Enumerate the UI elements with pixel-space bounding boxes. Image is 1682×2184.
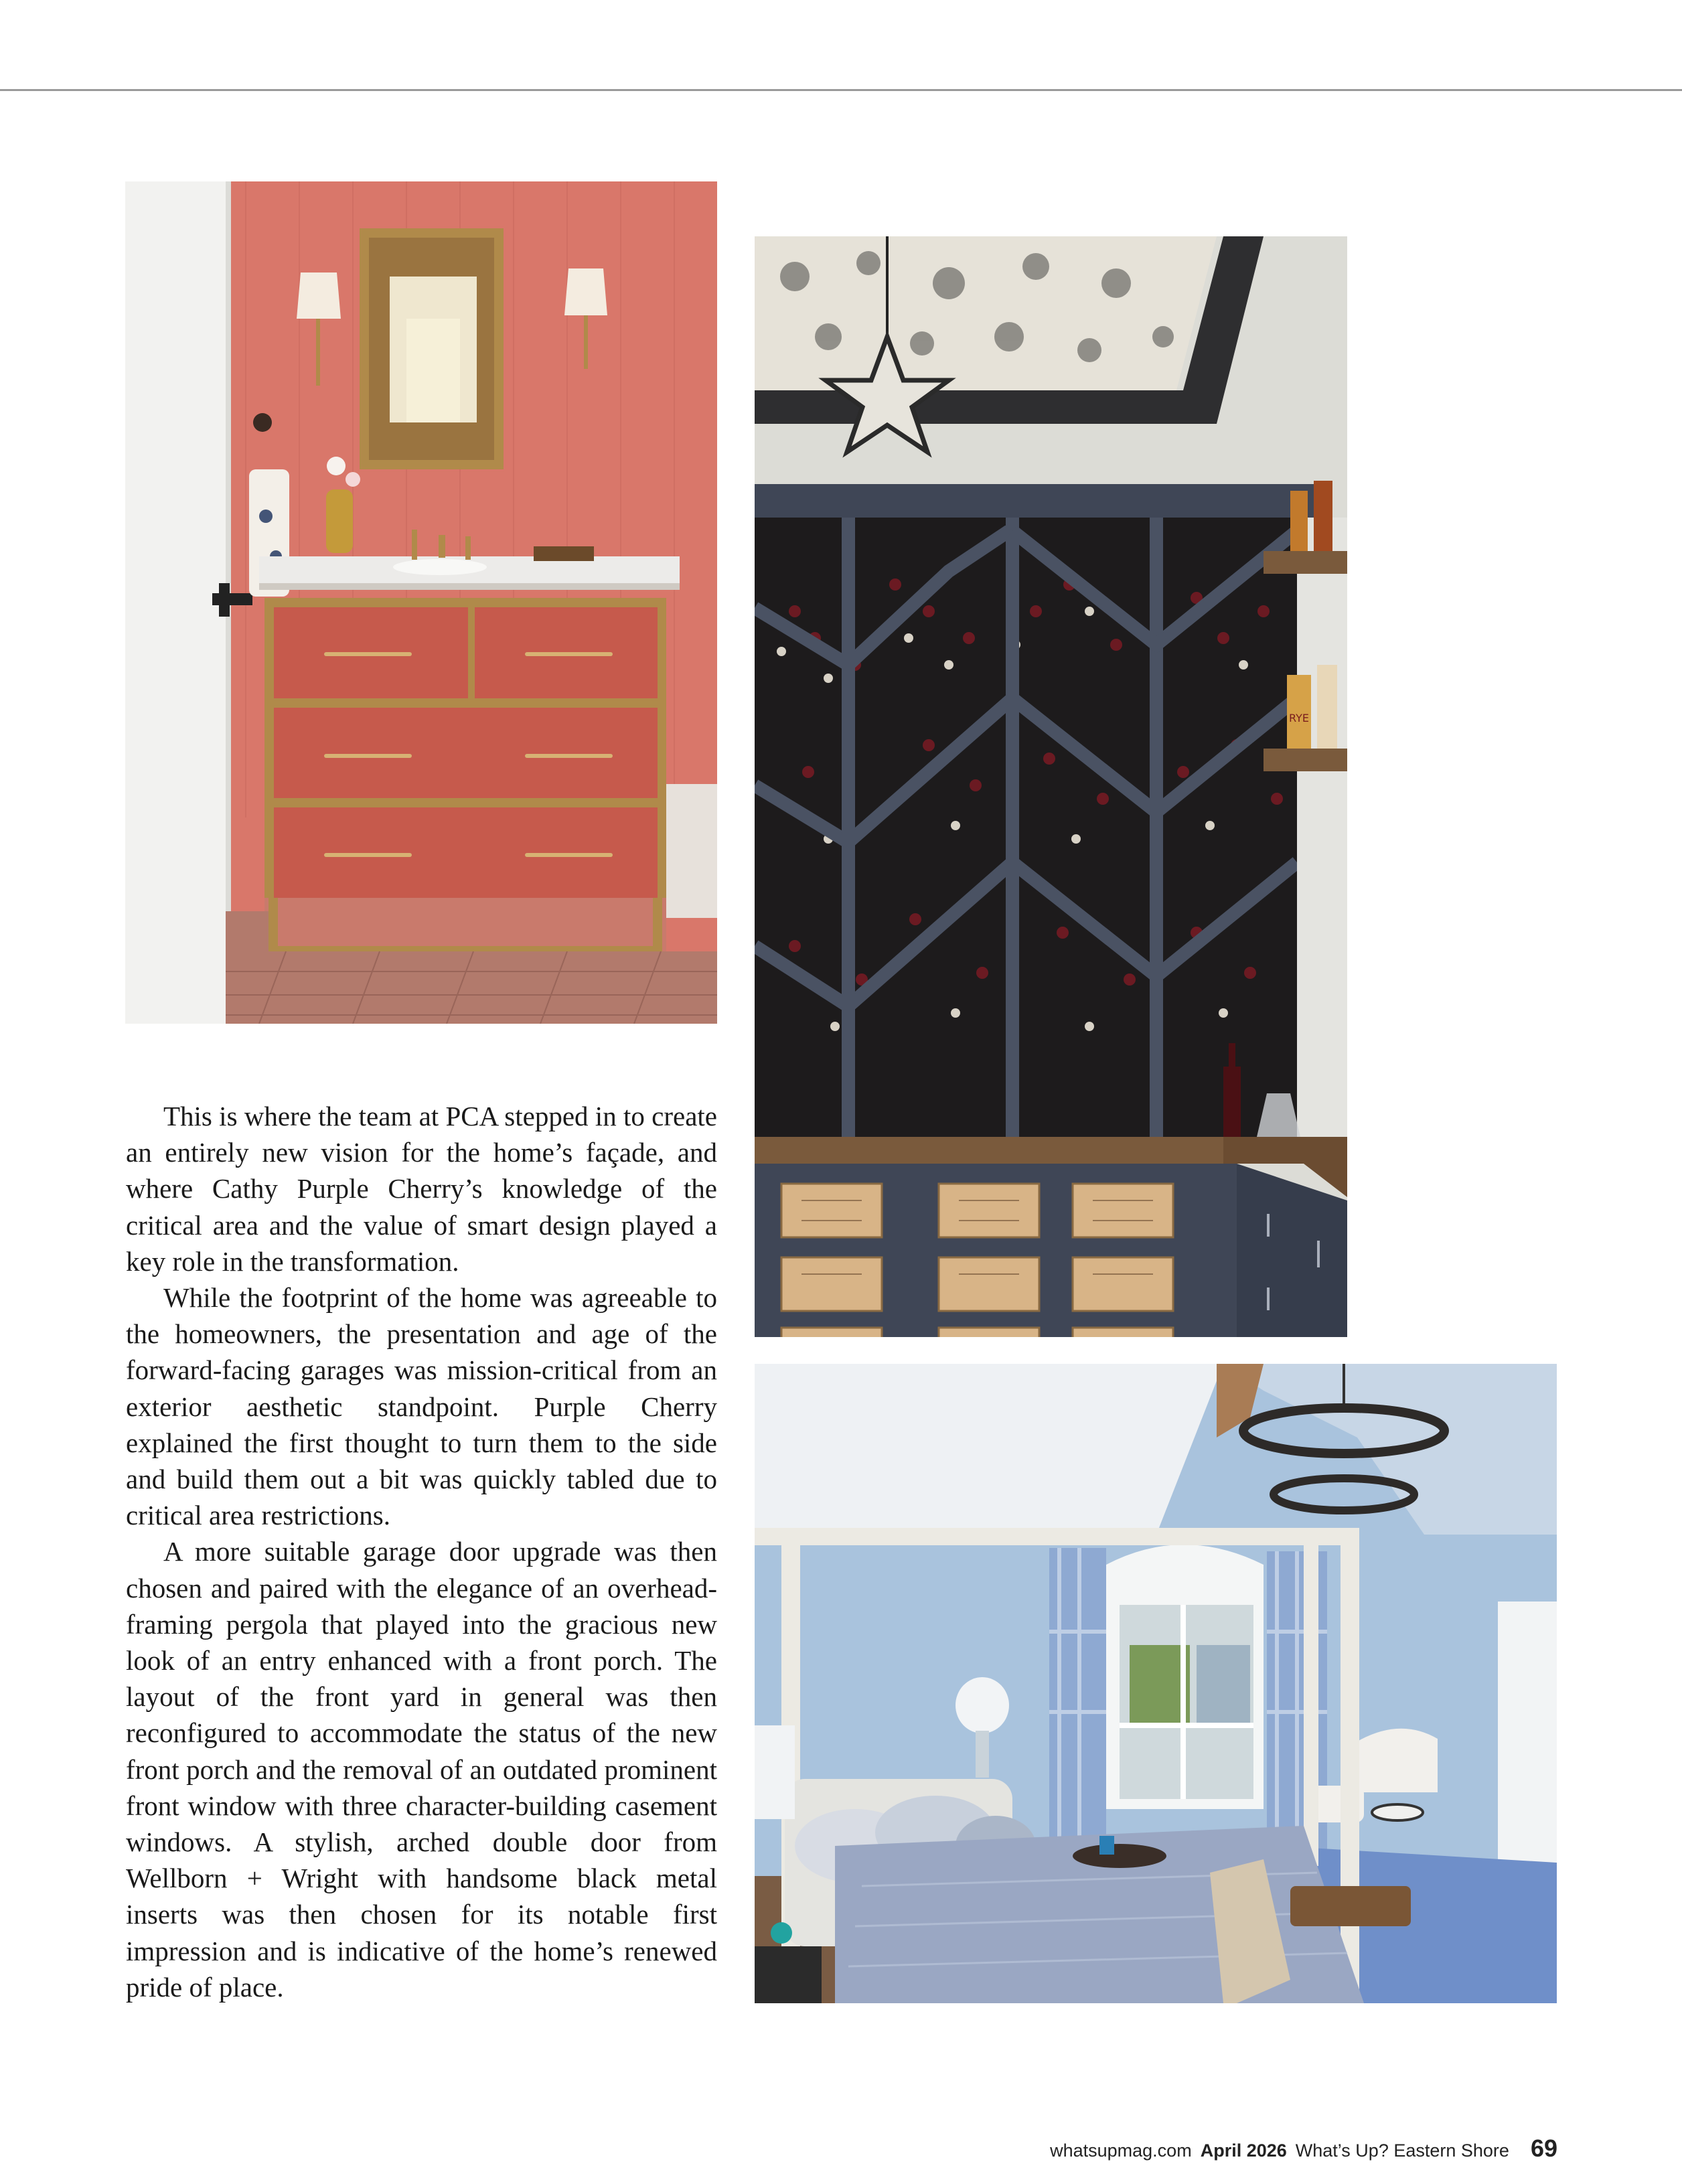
bedroom-photo — [755, 1364, 1557, 2003]
article-paragraph: A more suitable garage door upgrade was then chosen and paired with the elegance of an overhead-framing pergola that played into the gracious new look of an entry enhanced with a front porch. The layout of the front yard in general was then reconfigured to accommodate the status of the new front porch and the removal of an outdated prominent front window with three character-building casement windows. A stylish, arched double door from Wellborn + Wright with handsome black metal inserts was then chosen for its notable first impression and is indicative of the home’s renewed pride of place. — [126, 1536, 717, 2003]
website-link[interactable]: whatsupmag.com — [1050, 2140, 1192, 2161]
wine-room-photo — [755, 236, 1347, 1337]
article-body — [126, 1098, 717, 2005]
issue-date: April 2026 — [1200, 2140, 1287, 2161]
top-rule — [0, 89, 1682, 91]
rye-bottle-label: RYE — [1289, 712, 1309, 724]
article-paragraph: While the footprint of the home was agreeable to the homeowners, the presentation and age of the forward-facing garages was mission-critical from an exterior aesthetic standpoint. Purple Cherry explained the first thought to turn them to the side and build them out a bit was quickly tabled due to critical area restrictions. — [126, 1282, 717, 1531]
article-paragraph: This is where the team at PCA stepped in to create an entirely new vision for the home’s façade, and where Cathy Purple Cherry’s knowledge of the critical area and the value of smart design played a key role in the transformation. — [126, 1101, 717, 1277]
page-number: 69 — [1530, 2134, 1557, 2162]
page-folio — [1050, 2134, 1557, 2163]
magazine-name: What’s Up? Eastern Shore — [1295, 2140, 1509, 2161]
powder-room-photo — [125, 181, 717, 1024]
